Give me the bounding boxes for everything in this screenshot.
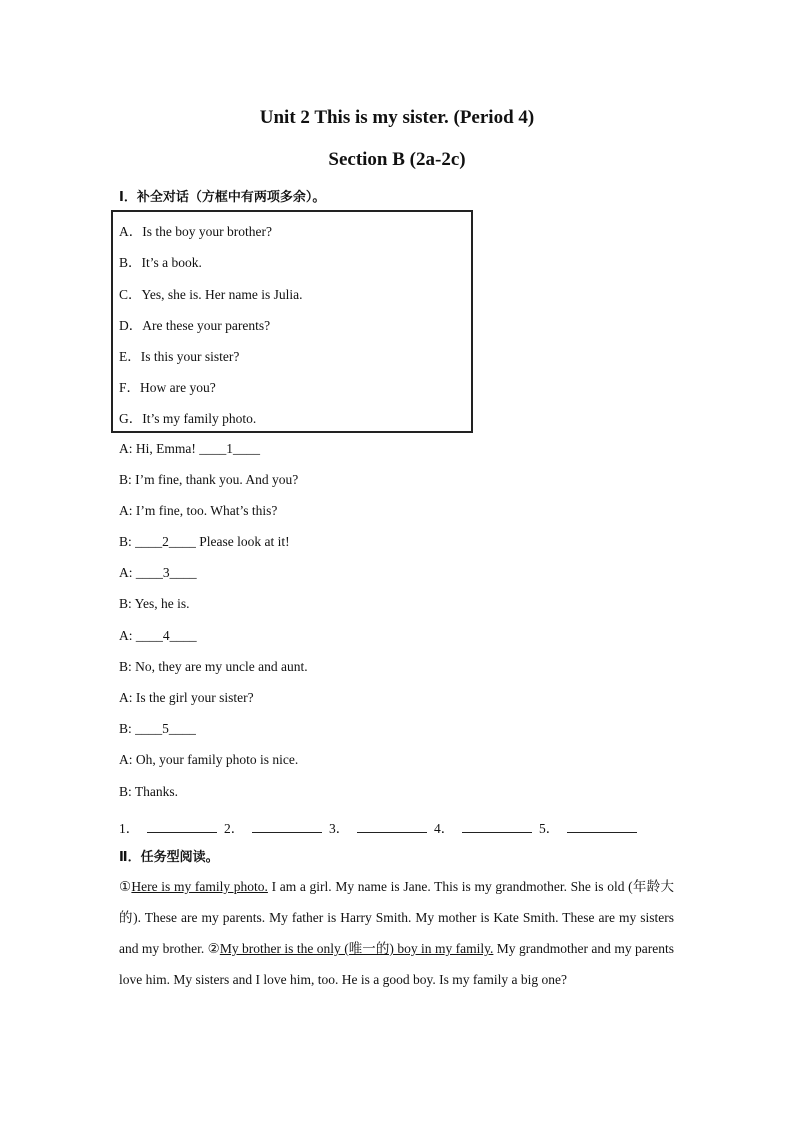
dialogue-line: A: Is the girl your sister? [119, 690, 254, 705]
answer-slot-5[interactable] [539, 817, 637, 837]
option-c: C．Yes, she is. Her name is Julia. [119, 287, 303, 302]
option-a: A．Is the boy your brother? [119, 224, 272, 239]
answer-number: 1． [119, 821, 140, 836]
answer-blank[interactable] [357, 820, 427, 833]
passage-text: My grandmother and my parents love him. My sisters and I love him, too. He is a good boy. Is my family a big one? [119, 941, 674, 987]
dialogue-line: B: Yes, he is. [119, 596, 190, 611]
dialogue-line: B: ____2____ Please look at it! [119, 534, 290, 549]
answer-blank[interactable] [252, 820, 322, 833]
dialogue-line: B: Thanks. [119, 784, 179, 799]
dialogue-line: A: ____3____ [119, 565, 197, 580]
answer-blank[interactable] [147, 820, 217, 833]
section-2-heading: Ⅱ．任务型阅读。 [119, 850, 219, 865]
dialogue-line: A: Hi, Emma! ____1____ [119, 441, 260, 456]
page-title: Unit 2 This is my sister. (Period 4) [259, 107, 535, 128]
answer-number: 5． [539, 821, 560, 836]
option-f: F．How are you? [119, 380, 216, 395]
answer-blank[interactable] [462, 820, 532, 833]
dialogue-line: A: ____4____ [119, 628, 197, 643]
dialogue-line: B: I’m fine, thank you. And you? [119, 472, 299, 487]
answer-slot-2[interactable] [224, 817, 322, 837]
answer-slot-1[interactable] [119, 817, 217, 837]
section-1-heading: Ⅰ．补全对话（方框中有两项多余）。 [119, 190, 326, 205]
option-b: B．It’s a book. [119, 255, 202, 270]
answer-number: 4． [434, 821, 455, 836]
passage-text: ① [119, 879, 132, 894]
dialogue-line: A: Oh, your family photo is nice. [119, 752, 299, 767]
reading-passage [119, 871, 674, 995]
answer-slot-3[interactable] [329, 817, 427, 837]
passage-text: I am a girl. My name is Jane. This is my grandmother. She is old (年龄大的). These are my parents. My father is Harry Smith. My mother is Kate Smith. These are my sisters and my brother. ② [119, 879, 675, 956]
answer-blank[interactable] [567, 820, 637, 833]
underlined-sentence-1: Here is my family photo. [131, 879, 268, 894]
answer-number: 2． [224, 821, 245, 836]
answer-number: 3． [329, 821, 350, 836]
option-e: E．Is this your sister? [119, 349, 240, 364]
underlined-sentence-2: My brother is the only (唯一的) boy in my family. [219, 941, 494, 956]
answer-slot-4[interactable] [434, 817, 532, 837]
section-subtitle: Section B (2a-2c) [328, 149, 466, 170]
dialogue-line: B: ____5____ [119, 721, 196, 736]
option-d: D．Are these your parents? [119, 318, 271, 333]
dialogue-line: A: I’m fine, too. What’s this? [119, 503, 278, 518]
dialogue-line: B: No, they are my uncle and aunt. [119, 659, 308, 674]
option-g: G．It’s my family photo. [119, 411, 257, 426]
